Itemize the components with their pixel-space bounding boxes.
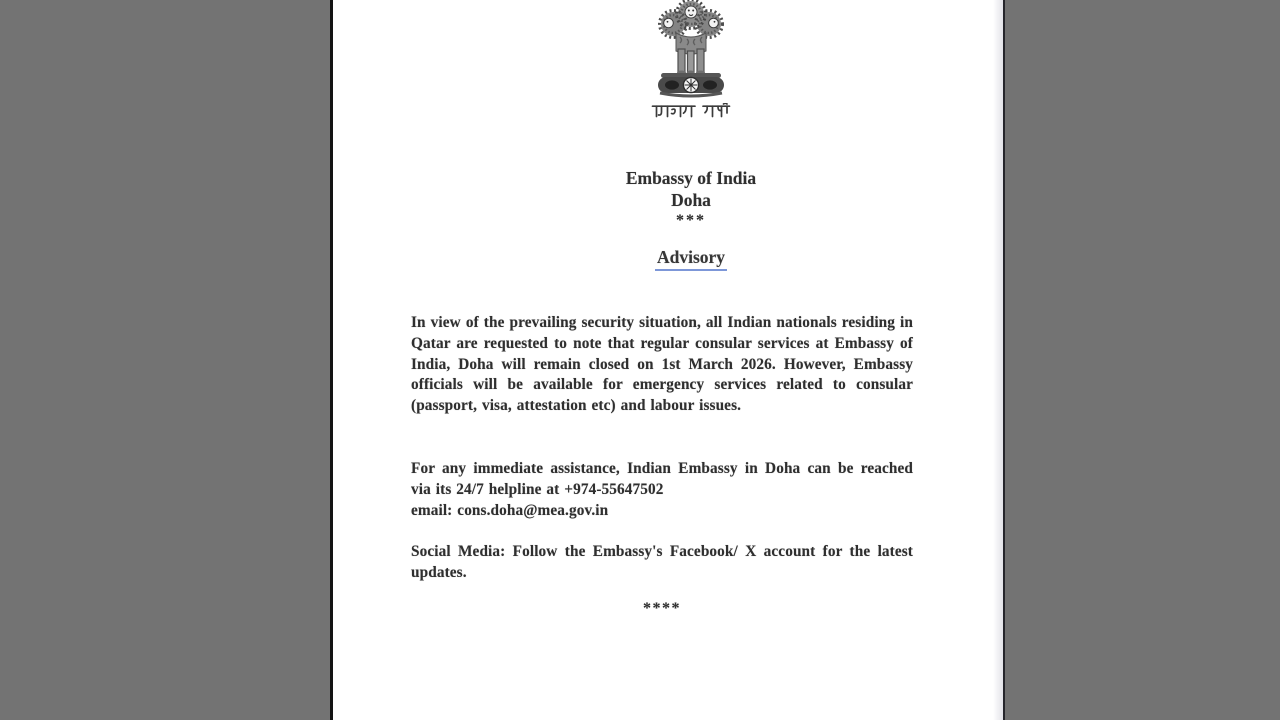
bull-figure — [703, 80, 717, 89]
helpline-text: For any immediate assistance, Indian Embassy in Doha can be reached via its 24/7 helpline at +974-55647502 — [411, 460, 913, 498]
ashoka-lion-capital-icon — [652, 0, 730, 99]
advisory-body-paragraph: In view of the prevailing security situation, all Indian nationals residing in Qatar are requested to note that regular consular services at Embassy of India, Doha will remain closed on 1st March 2026. However, Embassy officials will be available for emergency services related to consular (passport, visa, attestation etc) and labour issues. — [411, 314, 913, 415]
satyameva-jayate-motto — [411, 103, 971, 125]
motto-script-icon — [651, 103, 731, 120]
page-right-border — [1003, 0, 1005, 720]
letterhead — [411, 167, 971, 228]
advisory-title: Advisory — [655, 247, 727, 271]
ashoka-chakra-icon — [683, 77, 698, 92]
horse-figure — [665, 80, 679, 89]
document-page — [333, 0, 993, 720]
embassy-name: Embassy of India — [625, 168, 757, 188]
header-separator: *** — [676, 212, 706, 229]
email-text: email: cons.doha@mea.gov.in — [411, 501, 609, 519]
embassy-city: Doha — [671, 190, 711, 210]
national-emblem — [411, 0, 971, 104]
footer-separator: **** — [643, 600, 681, 617]
contact-paragraph — [411, 459, 913, 521]
page-edge-shadow — [993, 0, 1003, 720]
social-media-paragraph: Social Media: Follow the Embassy's Facebook/ X account for the latest updates. — [411, 543, 913, 581]
